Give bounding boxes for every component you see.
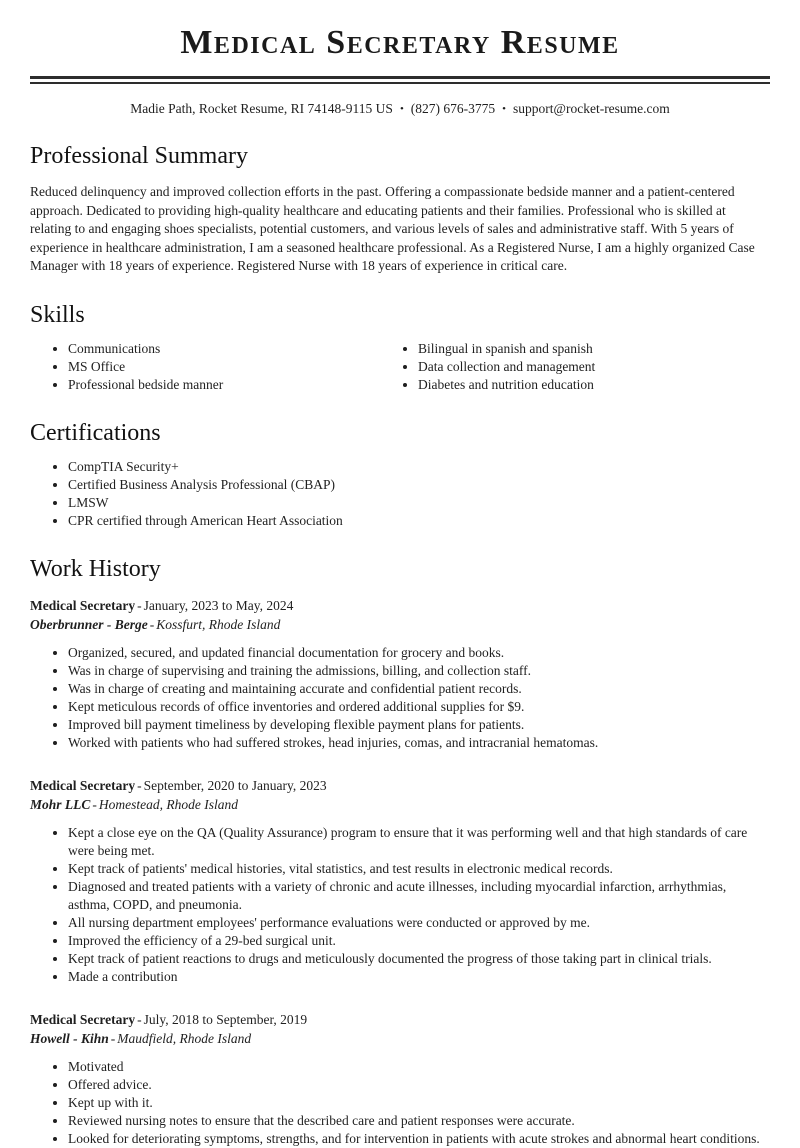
job-location: Maudfield, Rhode Island xyxy=(117,1030,252,1046)
job-bullet: • Kept up with it. xyxy=(68,1094,770,1112)
job-title-line xyxy=(30,1010,770,1029)
job-title-line xyxy=(30,776,770,795)
job-entry xyxy=(30,1010,770,1148)
job-title-line xyxy=(30,596,770,615)
dash-separator: - xyxy=(149,616,155,632)
dash-separator: - xyxy=(137,1011,142,1027)
job-bullet: • Was in charge of creating and maintaining accurate and confidential patient records. xyxy=(68,680,770,698)
dash-separator: - xyxy=(92,796,97,812)
contact-email: support@rocket-resume.com xyxy=(513,101,670,117)
certification-item: • Certified Business Analysis Professional (CBAP) xyxy=(68,476,770,494)
certification-item: • LMSW xyxy=(68,494,770,512)
job-entry xyxy=(30,596,770,752)
job-bullet: • Offered advice. xyxy=(68,1076,770,1094)
job-title: Medical Secretary xyxy=(30,777,136,793)
work-history-jobs xyxy=(30,596,770,1148)
job-entry xyxy=(30,776,770,986)
certification-item: • CompTIA Security+ xyxy=(68,458,770,476)
skill-item: • MS Office xyxy=(68,358,400,376)
job-bullet: • All nursing department employees' performance evaluations were conducted or approved by me. xyxy=(68,914,770,932)
job-bullet: • Diagnosed and treated patients with a variety of chronic and acute illnesses, including myocardial infarction, arrhythmias, asthma, COPD, and pneumonia. xyxy=(68,878,770,914)
job-bullet: • Kept track of patients' medical histories, vital statistics, and test results in electronic medical records. xyxy=(68,860,770,878)
job-dates: September, 2020 to January, 2023 xyxy=(143,777,327,793)
job-bullet: • Kept meticulous records of office inventories and ordered additional supplies for $9. xyxy=(68,698,770,716)
job-bullet: • Organized, secured, and updated financial documentation for grocery and books. xyxy=(68,644,770,662)
section-heading-skills: Skills xyxy=(30,301,85,328)
certifications-list xyxy=(30,458,770,530)
job-bullet-list xyxy=(30,1058,770,1148)
header-double-rule xyxy=(30,76,770,84)
skill-item: • Diabetes and nutrition education xyxy=(418,376,770,394)
section-heading-work-history: Work History xyxy=(30,555,161,582)
job-bullet: • Reviewed nursing notes to ensure that the described care and patient responses were accurate. xyxy=(68,1112,770,1130)
dash-separator: - xyxy=(110,1030,116,1046)
job-bullet-list xyxy=(30,824,770,986)
dash-separator: - xyxy=(137,777,142,793)
job-bullet: • Improved bill payment timeliness by developing flexible payment plans for patients. xyxy=(68,716,770,734)
job-bullet: • Improved the efficiency of a 29-bed surgical unit. xyxy=(68,932,770,950)
skill-item: • Bilingual in spanish and spanish xyxy=(418,340,770,358)
section-heading-certifications: Certifications xyxy=(30,419,161,446)
skills-columns xyxy=(30,330,770,394)
skills-list-right xyxy=(400,340,770,394)
job-bullet: • Motivated xyxy=(68,1058,770,1076)
contact-line xyxy=(30,101,770,117)
dash-separator: - xyxy=(137,597,142,613)
job-bullet-list xyxy=(30,644,770,752)
job-location: Kossfurt, Rhode Island xyxy=(156,616,281,632)
contact-separator-dot: • xyxy=(502,103,507,116)
skill-item: • Professional bedside manner xyxy=(68,376,400,394)
job-bullet: • Worked with patients who had suffered strokes, head injuries, comas, and intracranial hematomas. xyxy=(68,734,770,752)
job-bullet: • Made a contribution xyxy=(68,968,770,986)
contact-phone: (827) 676-3775 xyxy=(410,101,496,117)
contact-separator-dot: • xyxy=(399,103,404,116)
skills-list-left xyxy=(30,340,400,394)
job-bullet: • Kept track of patient reactions to drugs and meticulously documented the progress of those taking part in clinical trials. xyxy=(68,950,770,968)
job-company: Mohr LLC xyxy=(30,796,91,812)
professional-summary-text: Reduced delinquency and improved collection efforts in the past. Offering a compassionate bedside manner and a patient-centered approach. Dedicated to providing high-quality healthcare and educating patients and their families. Professional who is skilled at relating to and engaging shoes specialists, potential customers, and various levels of sales and administrative staff. With 5 years of experience in healthcare administration, I am a seasoned healthcare professional. As a Registered Nurse, I am a highly organized Case Manager with 18 years of experience. Registered Nurse with 18 years of experience in critical care. xyxy=(30,184,755,274)
job-title: Medical Secretary xyxy=(30,1011,136,1027)
section-heading-professional-summary: Professional Summary xyxy=(30,143,248,170)
job-company-line xyxy=(30,795,770,814)
job-bullet: • Looked for deteriorating symptoms, strengths, and for intervention in patients with acute strokes and abnormal heart conditions. xyxy=(68,1130,770,1148)
job-dates: January, 2023 to May, 2024 xyxy=(143,597,294,613)
job-bullet: • Was in charge of supervising and training the admissions, billing, and collection staff. xyxy=(68,662,770,680)
job-company-line xyxy=(30,1029,770,1048)
job-title: Medical Secretary xyxy=(30,597,136,613)
job-company-line xyxy=(30,615,770,634)
contact-address: Madie Path, Rocket Resume, RI 74148-9115 US xyxy=(130,101,393,117)
skill-item: • Communications xyxy=(68,340,400,358)
certification-item: • CPR certified through American Heart Association xyxy=(68,512,770,530)
job-location: Homestead, Rhode Island xyxy=(98,796,238,812)
resume-title: Medical Secretary Resume xyxy=(180,24,620,61)
job-company: Howell - Kihn xyxy=(30,1030,109,1046)
skill-item: • Data collection and management xyxy=(418,358,770,376)
job-dates: July, 2018 to September, 2019 xyxy=(143,1011,308,1027)
job-bullet: • Kept a close eye on the QA (Quality Assurance) program to ensure that it was performing well and that high standards of care were being met. xyxy=(68,824,770,860)
job-company: Oberbrunner - Berge xyxy=(30,616,148,632)
